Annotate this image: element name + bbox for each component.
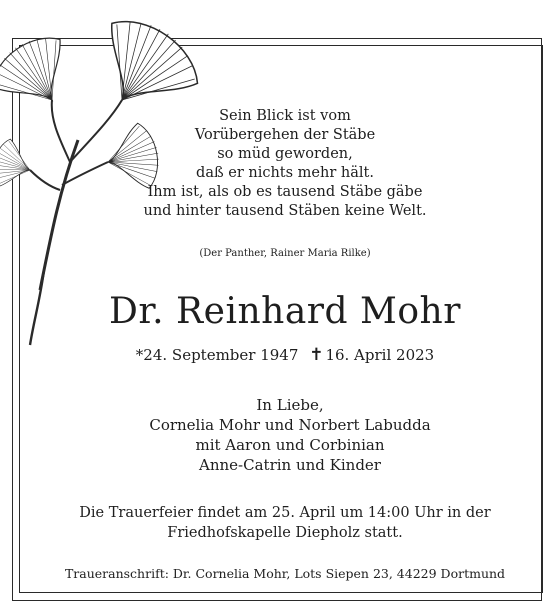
ceremony-line: Friedhofskapelle Diepholz statt. (167, 525, 403, 541)
mourners-line: Anne-Catrin und Kinder (199, 456, 381, 474)
mourning-address: Traueranschrift: Dr. Cornelia Mohr, Lots Siepen 23, 44229 Dortmund (64, 566, 506, 581)
poem-line: und hinter tausend Stäben keine Welt. (143, 203, 427, 219)
ceremony-info (30, 503, 540, 543)
mourners-line: In Liebe, (256, 396, 324, 414)
mourners (80, 395, 500, 475)
poem-line: Ihm ist, als ob es tausend Stäbe gäbe (147, 184, 423, 200)
poem-line: Sein Blick ist vom (219, 108, 351, 124)
mourners-line: mit Aaron und Corbinian (195, 436, 385, 454)
poem-line: daß er nichts mehr hält. (196, 165, 374, 181)
poem (120, 107, 450, 221)
ceremony-line: Die Trauerfeier findet am 25. April um 14:00 Uhr in der (79, 505, 491, 521)
mourners-line: Cornelia Mohr und Norbert Labudda (149, 416, 431, 434)
life-dates (60, 345, 510, 365)
death-date: 16. April 2023 (325, 346, 435, 364)
cross-icon: ✝ (309, 345, 324, 365)
poem-line: Vorübergehen der Stäbe (194, 127, 376, 143)
deceased-name: Dr. Reinhard Mohr (109, 291, 461, 332)
poem-line: so müd geworden, (217, 146, 353, 162)
birth-date: *24. September 1947 (135, 346, 299, 364)
poem-source: (Der Panther, Rainer Maria Rilke) (199, 248, 371, 259)
